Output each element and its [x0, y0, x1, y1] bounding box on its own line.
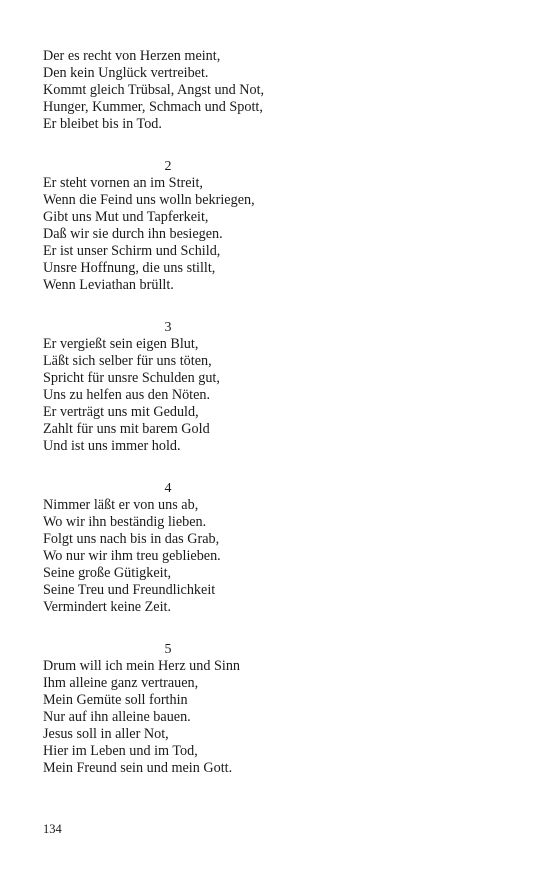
verse-line: Mein Freund sein und mein Gott. [43, 760, 233, 776]
verse-line: Wenn die Feind uns wolln bekriegen, [43, 192, 255, 208]
verse-line: Folgt uns nach bis in das Grab, [43, 531, 220, 547]
verse-line: Er steht vornen an im Streit, [43, 175, 203, 191]
verse-line: Zahlt für uns mit barem Gold [43, 421, 210, 437]
verse-line: Hunger, Kummer, Schmach und Spott, [43, 99, 263, 115]
verse-line: Läßt sich selber für uns töten, [43, 353, 212, 369]
stanza-number: 5 [164, 642, 172, 657]
stanza-4 [43, 480, 293, 616]
verse-line: Nimmer läßt er von uns ab, [43, 497, 199, 513]
verse-line: Er ist unser Schirm und Schild, [43, 243, 221, 259]
verse-line: Er verträgt uns mit Geduld, [43, 404, 199, 420]
verse-line: Er bleibet bis in Tod. [43, 116, 162, 132]
verse-line: Spricht für unsre Schulden gut, [43, 370, 220, 386]
verse-line: Gibt uns Mut und Tapferkeit, [43, 209, 209, 225]
verse-line: Mein Gemüte soll forthin [43, 692, 188, 708]
verse-line: Seine große Gütigkeit, [43, 565, 172, 581]
verse-line: Wo wir ihn beständig lieben. [43, 514, 207, 530]
verse-line: Er vergießt sein eigen Blut, [43, 336, 199, 352]
stanza-number: 4 [164, 481, 172, 496]
verse-line: Wo nur wir ihm treu geblieben. [43, 548, 221, 564]
verse-line: Seine Treu und Freundlichkeit [43, 582, 216, 598]
verse-line: Ihm alleine ganz vertrauen, [43, 675, 199, 691]
verse-line: Der es recht von Herzen meint, [43, 48, 221, 64]
verse-line: Daß wir sie durch ihn besiegen. [43, 226, 223, 242]
verse-line: Unsre Hoffnung, die uns stillt, [43, 260, 216, 276]
stanza-2 [43, 158, 293, 294]
verse-line: Vermindert keine Zeit. [43, 599, 172, 615]
verse-line: Drum will ich mein Herz und Sinn [43, 658, 241, 674]
verse-line: Jesus soll in aller Not, [43, 726, 169, 742]
page-number: 134 [43, 822, 62, 836]
stanza-number: 3 [164, 320, 172, 335]
stanza-5 [43, 641, 293, 777]
verse-line: Hier im Leben und im Tod, [43, 743, 198, 759]
verse-line: Und ist uns immer hold. [43, 438, 181, 454]
stanza-number: 2 [164, 159, 172, 174]
verse-line: Uns zu helfen aus den Nöten. [43, 387, 211, 403]
poem-body [43, 48, 293, 777]
verse-line: Den kein Unglück vertreibet. [43, 65, 209, 81]
verse-line: Nur auf ihn alleine bauen. [43, 709, 191, 725]
stanza-3 [43, 319, 293, 455]
verse-line: Wenn Leviathan brüllt. [43, 277, 174, 293]
verse-line: Kommt gleich Trübsal, Angst und Not, [43, 82, 265, 98]
stanza-1 [43, 48, 293, 133]
